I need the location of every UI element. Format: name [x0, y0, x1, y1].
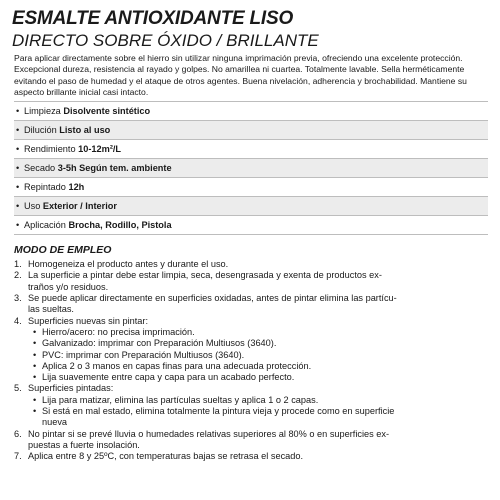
step-text: Homogeneiza el producto antes y durante el uso. [28, 259, 229, 270]
spec-value: Listo al uso [59, 125, 111, 136]
step-text: Se puede aplicar directamente en superficies oxidadas, antes de pintar elimina las partícu- [28, 293, 397, 304]
step-number: 3. [14, 293, 22, 304]
bullet-icon: • [33, 394, 37, 405]
sub-item [14, 361, 488, 372]
bullet-icon: • [16, 125, 20, 136]
spec-label: Repintado [24, 182, 66, 193]
step-text: traños y/o residuos. [28, 281, 109, 292]
list-item [14, 270, 488, 293]
step-text: Superficies pintadas: [28, 383, 114, 394]
spec-row-uso [14, 197, 488, 216]
bullet-icon: • [33, 372, 37, 383]
sub-item-text: Hierro/acero: no precisa imprimación. [42, 326, 195, 337]
spec-label: Secado [24, 163, 56, 174]
step-number: 7. [14, 451, 22, 462]
step-text: No pintar si se prevé lluvia o humedades relativas superiores al 80% o en superficies ex- [28, 428, 390, 439]
product-description: Para aplicar directamente sobre el hierro sin utilizar ninguna imprimación previa, ofreciendo una excelente protección. Excepcional dureza, resistencia al rayado y golpes. No amarillea ni cuartea. Totalmente lavable. Sella herméticamente evitando el paso de humedad y el ataque de otros agentes. Buena nivelación, adherencia y brochabilidad. Mantiene su aspecto brillante inicial casi intacto. [14, 53, 467, 97]
list-item [14, 429, 488, 452]
bullet-icon: • [33, 349, 37, 360]
bullet-icon: • [16, 144, 20, 155]
spec-value: 10-12m²/L [78, 144, 122, 155]
spec-value: 12h [68, 182, 85, 193]
spec-label: Rendimiento [24, 144, 76, 155]
list-item [14, 259, 488, 270]
step-text: Aplica entre 8 y 25ºC, con temperaturas bajas se retrasa el secado. [28, 451, 304, 462]
spec-value: Exterior / Interior [42, 201, 117, 212]
bullet-icon: • [33, 326, 37, 337]
step-number: 1. [14, 259, 22, 270]
product-title: ESMALTE ANTIOXIDANTE LISO [12, 8, 294, 29]
step-number: 2. [14, 270, 22, 281]
spec-value: Disolvente sintético [63, 106, 151, 117]
spec-label: Dilución [24, 125, 57, 136]
usage-instructions [14, 259, 488, 462]
sub-item-text: Si está en mal estado, elimina totalmente la pintura vieja y procede como en superficie [42, 406, 395, 417]
step-text: Superficies nuevas sin pintar: [28, 315, 149, 326]
list-item [14, 293, 488, 316]
step-number: 5. [14, 383, 22, 394]
product-subtitle: DIRECTO SOBRE ÓXIDO / BRILLANTE [12, 31, 319, 50]
bullet-icon: • [33, 406, 37, 417]
spec-label: Uso [24, 201, 41, 212]
bullet-icon: • [16, 220, 20, 231]
list-item [14, 383, 488, 394]
list-item [14, 316, 488, 327]
spec-value: 3-5h Según tem. ambiente [57, 163, 172, 174]
sub-item [14, 327, 488, 338]
step-text: La superficie a pintar debe estar limpia, seca, desengrasada y exenta de productos ex- [28, 270, 382, 281]
specs-table [14, 101, 488, 235]
spec-row-limpieza [14, 101, 488, 121]
spec-label: Limpieza [24, 106, 61, 117]
spec-row-aplicacion [14, 216, 488, 235]
bullet-icon: • [16, 163, 20, 174]
sub-item-text: Lija para matizar, elimina las partículas sueltas y aplica 1 o 2 capas. [42, 394, 319, 405]
spec-row-rendimiento [14, 140, 488, 159]
step-text: puestas a fuerte insolación. [28, 439, 140, 450]
spec-row-repintado [14, 178, 488, 197]
sub-item [14, 350, 488, 361]
bullet-icon: • [33, 338, 37, 349]
bullet-icon: • [33, 360, 37, 371]
sub-item [14, 372, 488, 383]
bullet-icon: • [16, 201, 20, 212]
list-item [14, 451, 488, 462]
sub-item-text: Aplica 2 o 3 manos en capas finas para una adecuada protección. [42, 360, 312, 371]
sub-item-text: nueva [42, 417, 68, 428]
spec-row-secado [14, 159, 488, 178]
bullet-icon: • [16, 182, 20, 193]
step-number: 6. [14, 428, 22, 439]
sub-item-text: PVC: imprimar con Preparación Multiusos (3640). [42, 349, 245, 360]
spec-row-dilucion [14, 121, 488, 140]
step-text: las sueltas. [28, 304, 74, 315]
step-number: 4. [14, 315, 22, 326]
sub-item [14, 338, 488, 349]
spec-label: Aplicación [24, 220, 66, 231]
usage-title: MODO DE EMPLEO [14, 244, 112, 257]
sub-item [14, 395, 488, 406]
sub-item-text: Lija suavemente entre capa y capa para un acabado perfecto. [42, 372, 295, 383]
spec-value: Brocha, Rodillo, Pistola [68, 220, 172, 231]
sub-item-text: Galvanizado: imprimar con Preparación Multiusos (3640). [42, 338, 277, 349]
sub-item [14, 406, 488, 429]
bullet-icon: • [16, 106, 20, 117]
